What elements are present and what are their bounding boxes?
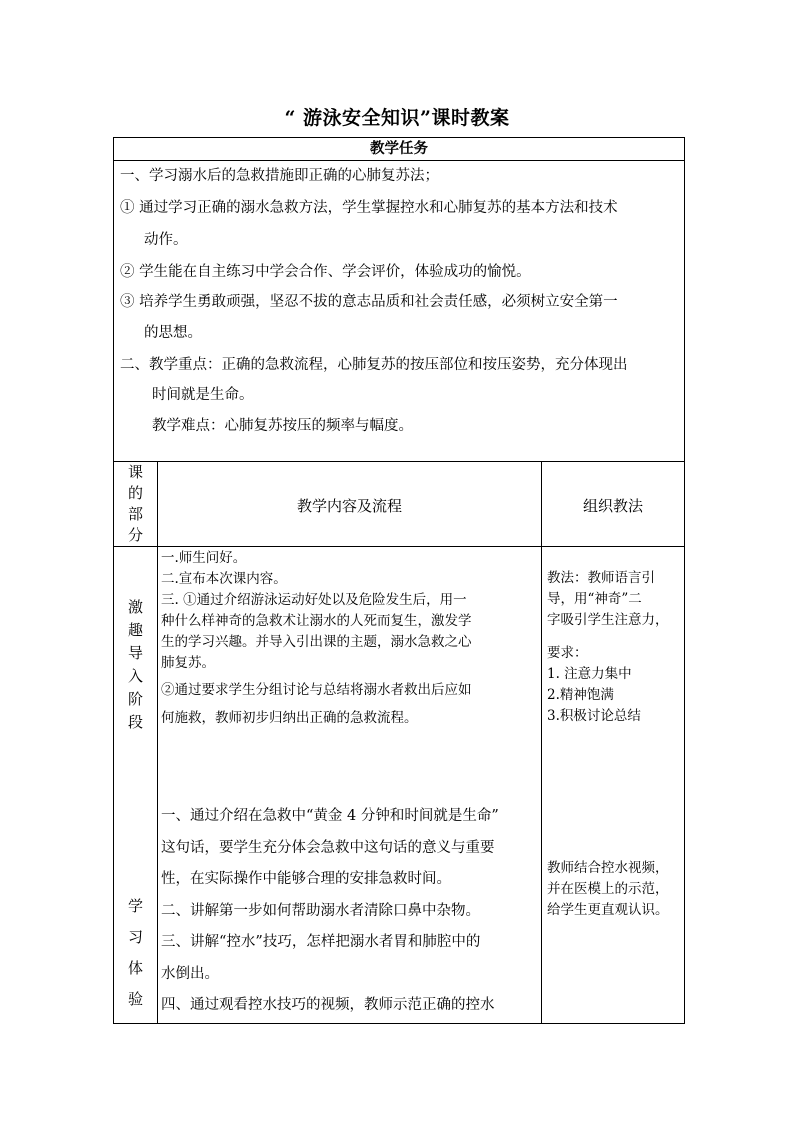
method-line: 3.积极讨论总结 (547, 708, 641, 724)
method-column-header: 组织教法 (582, 497, 643, 515)
content-line: 二.宣布本次课内容。 (161, 571, 287, 587)
content-line: 种什么样神奇的急救术让溺水的人死而复生，激发学 (161, 613, 472, 629)
content-line: 肺复苏。 (161, 655, 215, 671)
task-line-1: 一、学习溺水后的急救措施即正确的心肺复苏法； (120, 168, 439, 184)
method-line (547, 631, 684, 643)
divider (114, 160, 684, 161)
objective-1-cont: 动作。 (144, 232, 188, 248)
content-line: 水倒出。 (161, 965, 219, 982)
content-line: 三、讲解“控水”技巧，怎样把溺水者胃和肺腔中的 (161, 934, 481, 950)
content-line: 生的学习兴趣。并导入引出课的主题，溺水急救之心 (161, 634, 472, 650)
section-2-method (547, 858, 684, 921)
page-title: “ 游泳安全知识”课时教案 (284, 107, 510, 129)
method-line: 导，用“神奇”二 (547, 591, 642, 607)
method-line: 要求： (547, 645, 588, 661)
objective-3-cont: 的思想。 (144, 325, 202, 341)
method-line: 教法：教师语言引 (547, 570, 655, 586)
task-header: 教学任务 (370, 140, 428, 157)
content-line: ②通过要求学生分组讨论与总结将溺水者救出后应如 (161, 682, 472, 698)
content-line: 四、通过观看控水技巧的视频，教师示范正确的控水 (161, 997, 495, 1013)
method-line: 2.精神饱满 (547, 687, 614, 703)
method-line: 给学生更直观认识。 (547, 902, 669, 918)
divider (114, 546, 684, 547)
section-1-label: 激 趣 导 入 阶 段 (127, 598, 143, 731)
method-line: 教师结合控水视频， (547, 860, 669, 876)
difficulty-point: 教学难点：心肺复苏按压的频率与幅度。 (152, 418, 413, 434)
objective-3: ③ 培养学生勇敢顽强，坚忍不拔的意志品质和社会责任感，必须树立安全第一 (120, 294, 618, 310)
key-point-cont: 时间就是生命。 (152, 387, 254, 403)
content-line: 何施救，教师初步归纳出正确的急救流程。 (161, 710, 418, 726)
lesson-plan-table (113, 137, 685, 1024)
content-line: 这句话，要学生充分体会急救中这句话的意义与重要 (161, 839, 495, 856)
content-line: 一、通过介绍在急救中“黄金 4 分钟和时间就是生命” (161, 808, 499, 824)
divider (114, 461, 684, 462)
content-line: 性，在实际操作中能够合理的安排急救时间。 (161, 871, 451, 887)
part-column-header: 课 的 部 分 (127, 463, 143, 544)
key-point: 二、教学重点：正确的急救流程，心肺复苏的按压部位和按压姿势，充分体现出 (120, 357, 628, 373)
content-line: 三. ①通过介绍游泳运动好处以及危险发生后，用一 (161, 592, 467, 608)
content-line: 一.师生问好。 (161, 550, 247, 566)
method-line: 并在医模上的示范， (547, 881, 669, 897)
section-2-label: 学 习 体 验 (127, 897, 143, 1008)
objective-1: ① 通过学习正确的溺水急救方法，学生掌握控水和心肺复苏的基本方法和技术 (120, 200, 618, 216)
content-line: 二、讲解第一步如何帮助溺水者清除口鼻中杂物。 (161, 902, 480, 919)
section-1-content (161, 548, 539, 729)
method-line: 字吸引学生注意力， (547, 612, 669, 628)
objective-2: ② 学生能在自主练习中学会合作、学会评价，体验成功的愉悦。 (120, 264, 531, 280)
content-column-header: 教学内容及流程 (296, 497, 402, 515)
section-2-content (161, 801, 539, 1022)
section-1-method (547, 568, 684, 727)
method-line: 1. 注意力集中 (547, 666, 632, 682)
